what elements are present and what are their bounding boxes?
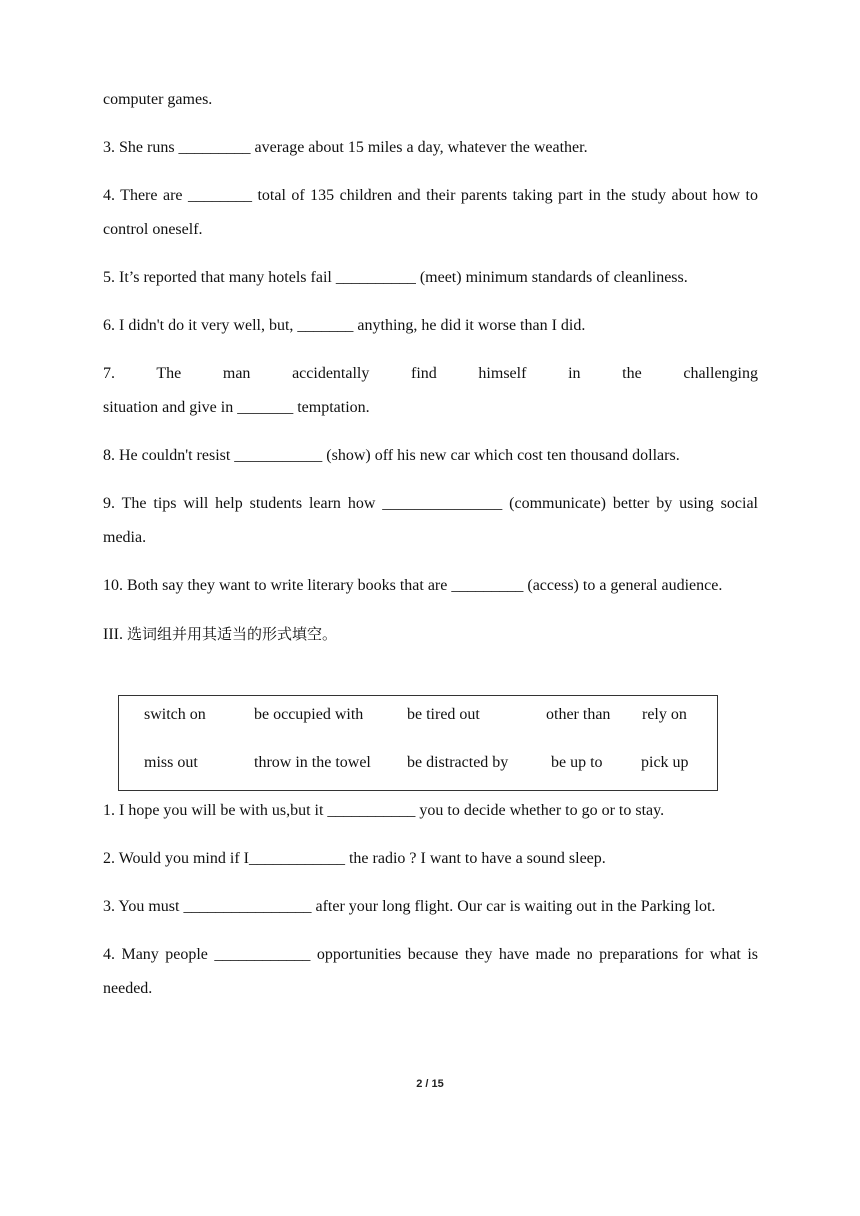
word-bank-item: miss out	[144, 754, 198, 771]
question-3: 3. She runs _________ average about 15 miles a day, whatever the weather.	[103, 139, 588, 156]
section-3-title: 选词组并用其适当的形式填空。	[126, 625, 337, 643]
exercise-section-3	[103, 794, 758, 1006]
question-7-line-1: 7. The man accidentally find himself in the challenging	[103, 365, 758, 382]
section-3-number: III.	[103, 626, 123, 643]
word-bank-item: other than	[546, 706, 611, 723]
word-bank-item: pick up	[641, 754, 689, 771]
section-3-question-4: 4. Many people ____________ opportunities because they have made no preparations for what is needed.	[103, 946, 758, 997]
question-9: 9. The tips will help students learn how _______________ (communicate) better by using social media.	[103, 495, 758, 546]
word-bank-item: be distracted by	[407, 754, 509, 771]
page-number: 2 / 15	[416, 1078, 444, 1090]
section-3-question-3: 3. You must ________________ after your long flight. Our car is waiting out in the Parking lot.	[103, 898, 716, 915]
question-8: 8. He couldn't resist ___________ (show) off his new car which cost ten thousand dollars.	[103, 447, 680, 464]
word-bank-item: rely on	[642, 706, 687, 723]
question-7-line-2: situation and give in _______ temptation.	[103, 399, 370, 416]
word-bank-box	[118, 695, 718, 791]
question-4: 4. There are ________ total of 135 children and their parents taking part in the study about how to control oneself.	[103, 187, 758, 238]
question-10: 10. Both say they want to write literary books that are _________ (access) to a general audience.	[103, 577, 723, 594]
exercise-section-2	[103, 83, 758, 652]
section-3-question-2: 2. Would you mind if I____________ the radio ? I want to have a sound sleep.	[103, 850, 606, 867]
section-3-heading	[103, 617, 758, 652]
word-bank-item: be occupied with	[254, 706, 364, 723]
question-2-continuation: computer games.	[103, 91, 213, 108]
word-bank-item: be tired out	[407, 706, 480, 723]
section-3-question-1: 1. I hope you will be with us,but it ___________ you to decide whether to go or to stay.	[103, 802, 665, 819]
word-bank-item: throw in the towel	[254, 754, 371, 771]
word-bank-item: be up to	[551, 754, 603, 771]
question-6: 6. I didn't do it very well, but, _______ anything, he did it worse than I did.	[103, 317, 586, 334]
word-bank-item: switch on	[144, 706, 206, 723]
question-5: 5. It’s reported that many hotels fail __________ (meet) minimum standards of cleanliness.	[103, 269, 688, 286]
